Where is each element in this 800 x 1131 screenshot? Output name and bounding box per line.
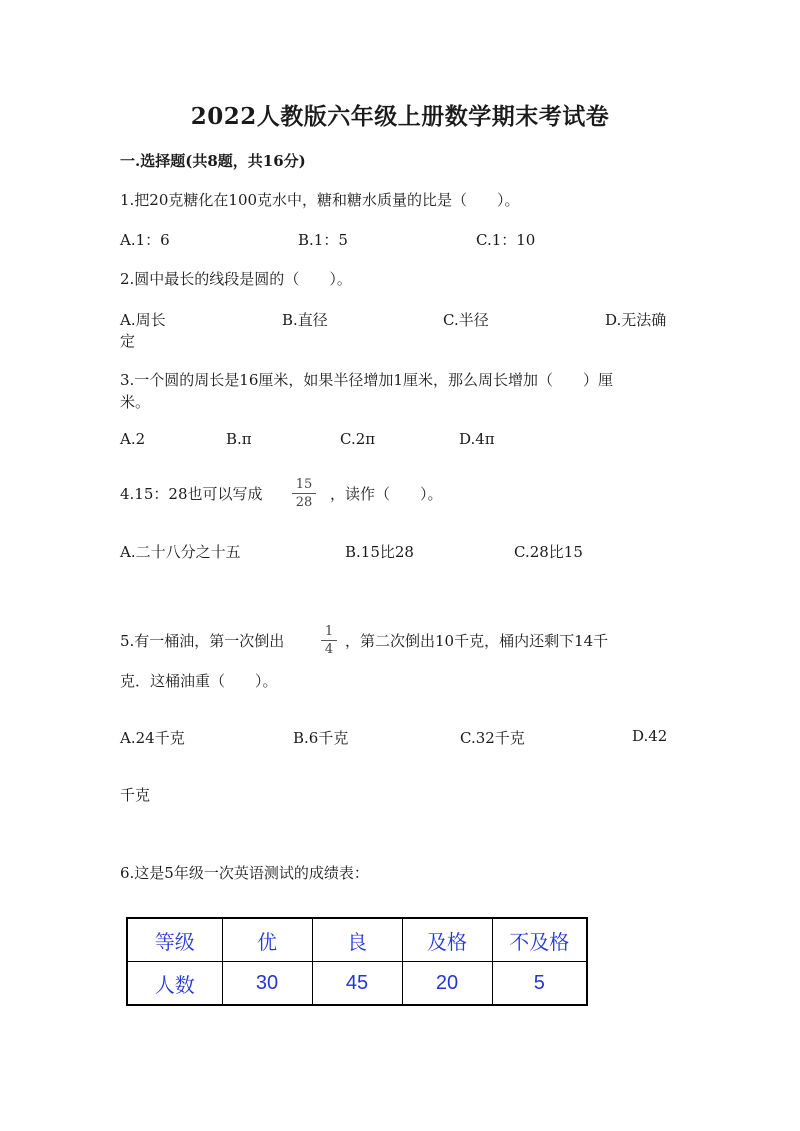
question-4-text-before: 4.15：28也可以写成 [120, 485, 263, 503]
question-5-option-a: A.24千克 [120, 729, 185, 747]
table-cell: 及格 [402, 918, 492, 962]
question-6-text: 6.这是5年级一次英语测试的成绩表： [120, 864, 369, 882]
fraction-denominator: 4 [324, 642, 334, 657]
question-2-option-c: C.半径 [443, 311, 489, 329]
question-3-option-c: C.2π [340, 430, 376, 448]
question-3-text-continued: 米。 [120, 393, 151, 411]
question-2-option-a: A.周长 [120, 311, 166, 329]
section-heading: 一.选择题(共8题，共16分) [120, 152, 306, 170]
table-cell: 优 [222, 918, 312, 962]
question-3-text: 3.一个圆的周长是16厘米，如果半径增加1厘米，那么周长增加（ ）厘 [120, 371, 613, 389]
table-cell: 20 [402, 962, 492, 1006]
question-5-option-d-continued: 千克 [120, 786, 151, 804]
question-4-option-a: A.二十八分之十五 [120, 543, 241, 561]
fraction-bar [321, 640, 337, 641]
question-5-option-d: D.42 [632, 727, 668, 745]
fraction-denominator: 28 [295, 495, 313, 510]
question-4-text-after: ，读作（ ）。 [330, 485, 443, 503]
question-4-option-b: B.15比28 [345, 543, 414, 561]
fraction-numerator: 15 [295, 477, 313, 492]
question-1-option-c: C.1：10 [476, 231, 536, 249]
question-3-option-a: A.2 [120, 430, 146, 448]
page-title: 2022人教版六年级上册数学期末考试卷 [190, 103, 610, 130]
question-5-fraction [321, 624, 337, 657]
fraction-numerator: 1 [324, 624, 334, 639]
table-cell: 5 [492, 962, 587, 1006]
question-5-text-before: 5.有一桶油，第一次倒出 [120, 632, 285, 650]
question-5-text-continued: 克．这桶油重（ ）。 [120, 672, 278, 690]
question-4-fraction [292, 477, 316, 510]
question-2-option-d-continued: 定 [120, 332, 136, 350]
question-1-text: 1.把20克糖化在100克水中，糖和糖水质量的比是（ ）。 [120, 191, 520, 209]
table-row [127, 962, 587, 1006]
question-2-option-d: D.无法确 [605, 311, 667, 329]
question-1-option-a: A.1：6 [120, 231, 170, 249]
question-4-option-c: C.28比15 [514, 543, 583, 561]
table-cell: 不及格 [492, 918, 587, 962]
table-cell: 等级 [127, 918, 222, 962]
table-cell: 人数 [127, 962, 222, 1006]
grade-table [126, 917, 588, 1006]
question-5-option-b: B.6千克 [293, 729, 349, 747]
question-3-option-b: B.π [226, 430, 252, 448]
question-2-option-b: B.直径 [282, 311, 328, 329]
table-cell: 30 [222, 962, 312, 1006]
question-1-option-b: B.1：5 [298, 231, 348, 249]
table-header-row [127, 918, 587, 962]
question-5-option-c: C.32千克 [460, 729, 525, 747]
question-3-option-d: D.4π [459, 430, 495, 448]
question-5-text-after: ，第二次倒出10千克，桶内还剩下14千 [345, 632, 609, 650]
table-cell: 45 [312, 962, 402, 1006]
fraction-bar [292, 493, 316, 494]
question-2-text: 2.圆中最长的线段是圆的（ ）。 [120, 270, 352, 288]
table-cell: 良 [312, 918, 402, 962]
